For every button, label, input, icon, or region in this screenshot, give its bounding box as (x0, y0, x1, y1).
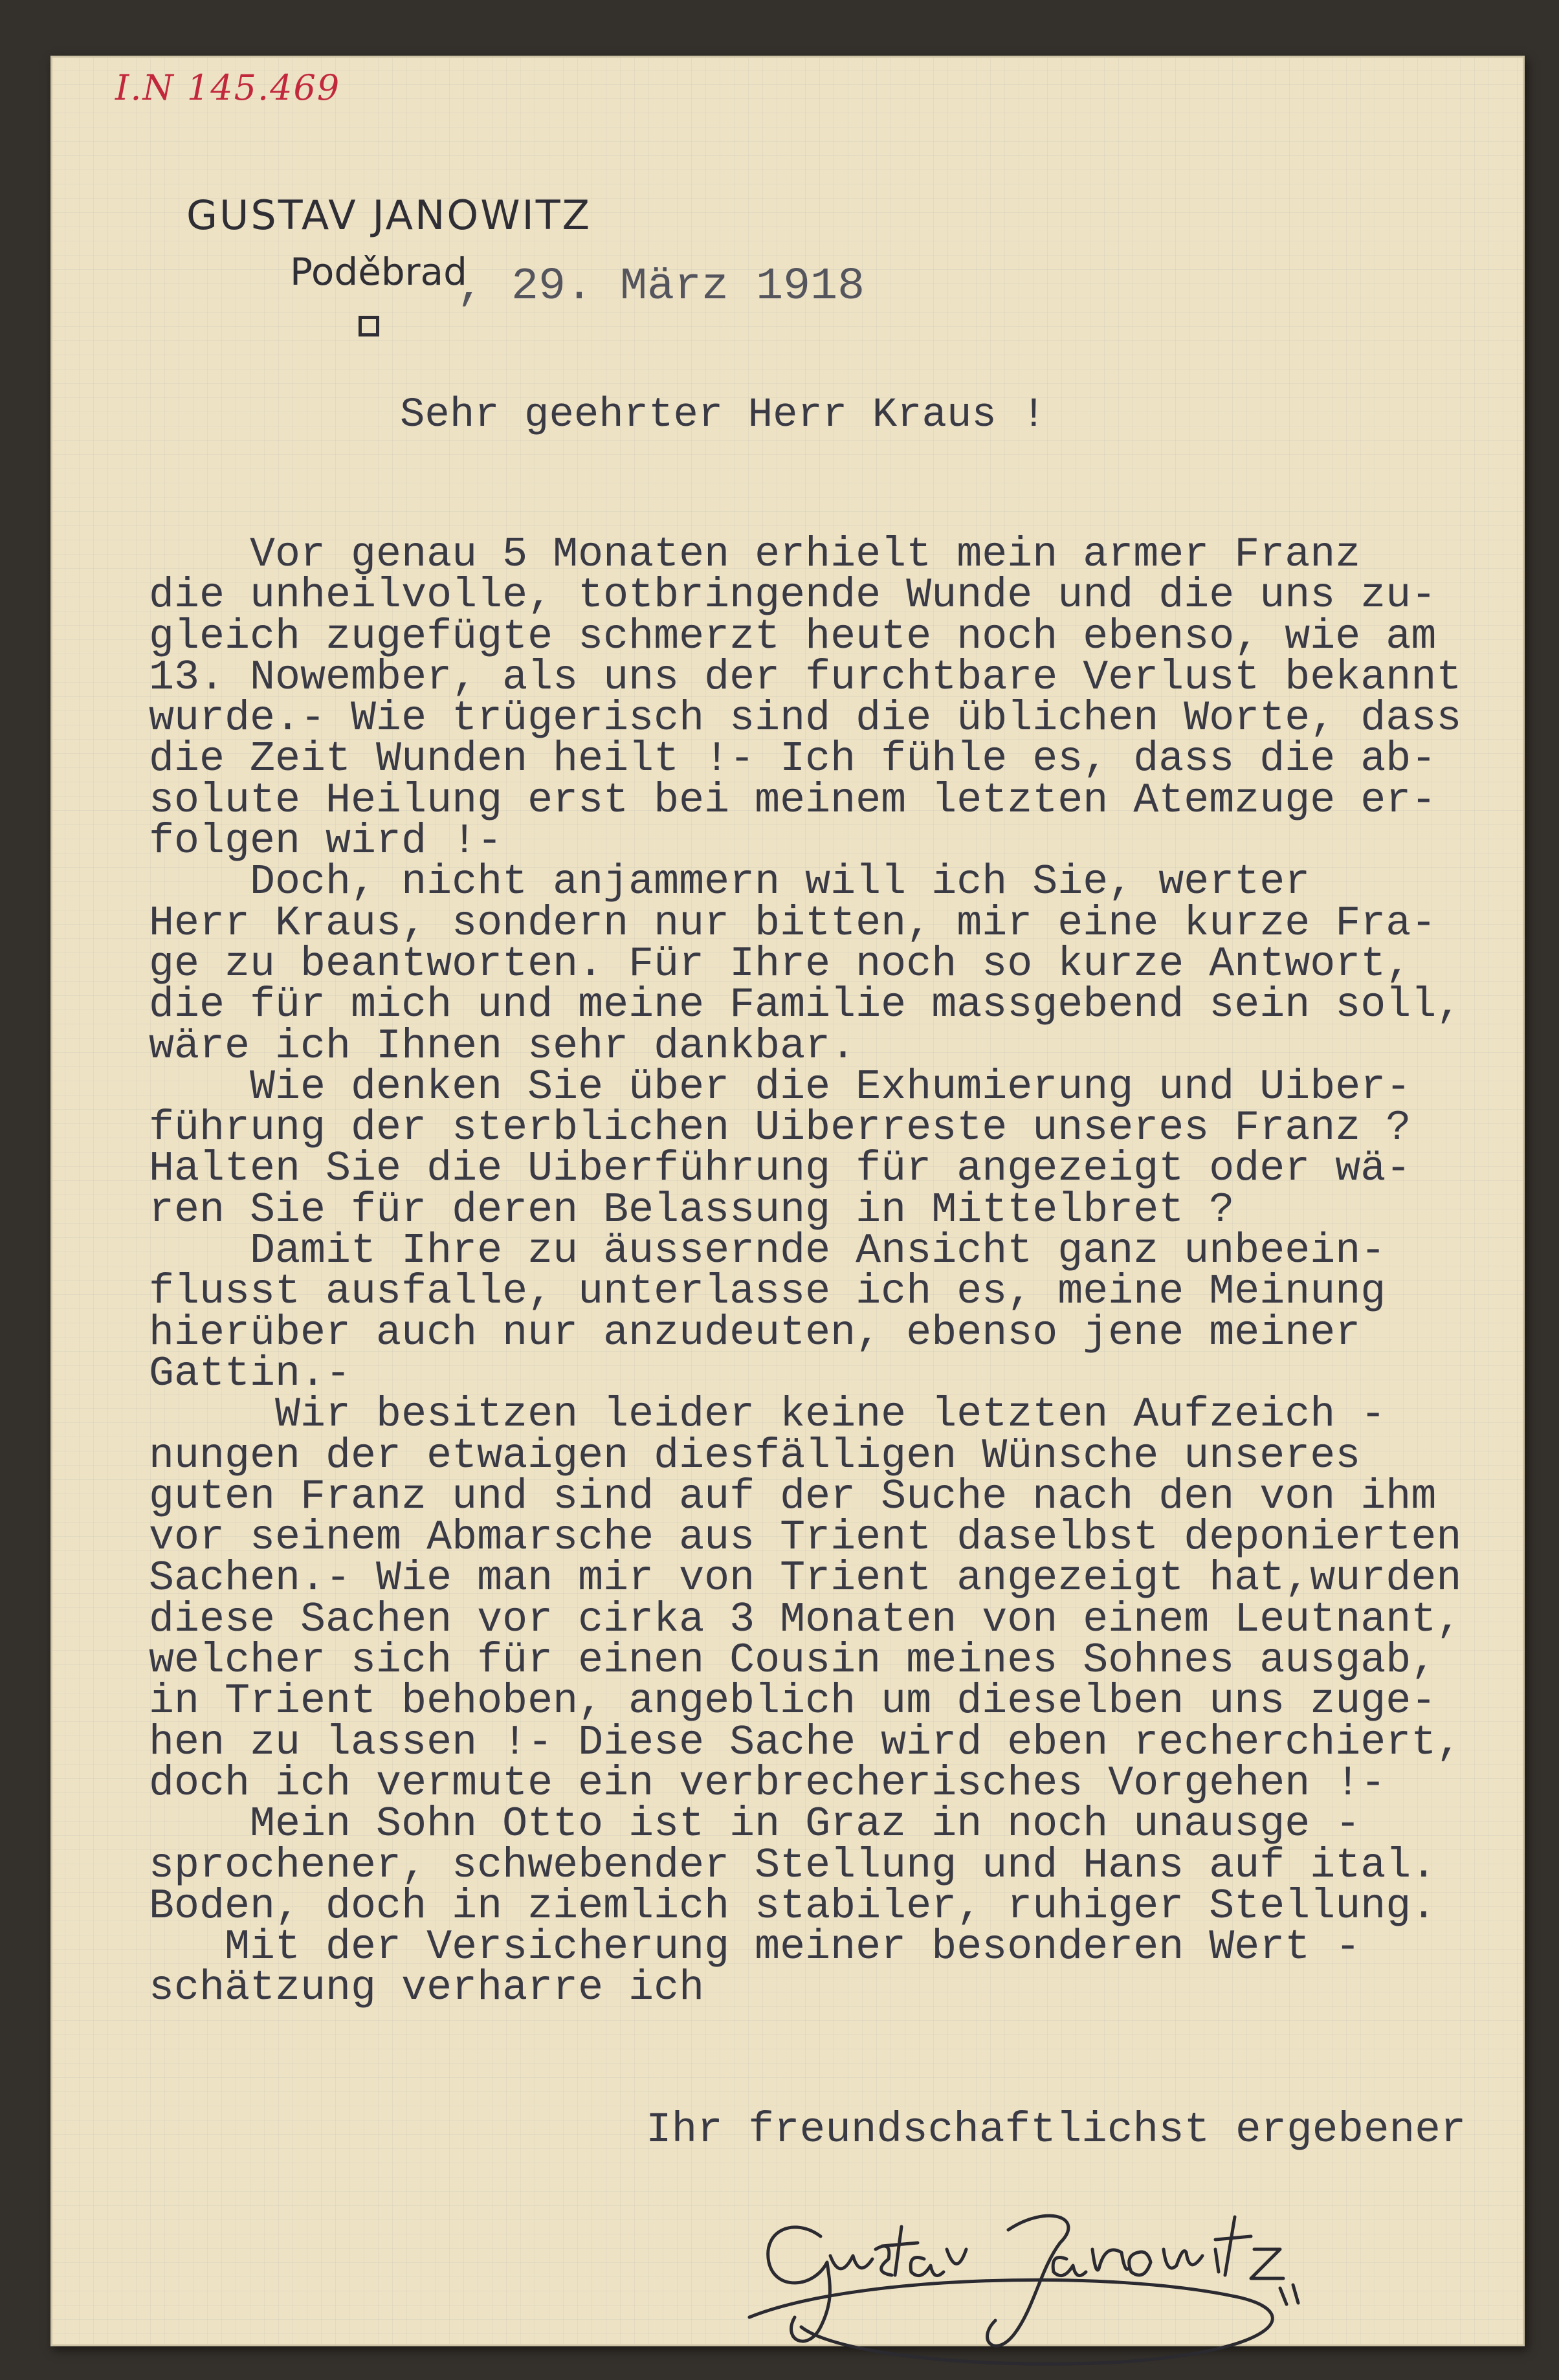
letterhead-place: Poděbrad (290, 250, 467, 294)
letter-date: , 29. März 1918 (457, 261, 865, 313)
body-line: Doch, nicht anjammern will ich Sie, werter (149, 858, 1310, 907)
body-line: welcher sich für einen Cousin meines Sohnes ausgab, (149, 1636, 1437, 1685)
body-line: Mit der Versicherung meiner besonderen Wert - (149, 1923, 1361, 1972)
closing-line: Ihr freundschaftlichst ergebener (646, 2106, 1466, 2154)
body-line: wäre ich Ihnen sehr dankbar. (149, 1022, 856, 1070)
body-line: diese Sachen vor cirka 3 Monaten von einem Leutnant, (149, 1595, 1462, 1644)
signature (724, 2178, 1435, 2375)
salutation: Sehr geehrter Herr Kraus ! (400, 392, 1046, 439)
body-line: Boden, doch in ziemlich stabiler, ruhiger Stellung. (149, 1882, 1437, 1930)
letterhead-name: GUSTAV JANOWITZ (186, 192, 592, 239)
body-line: nungen der etwaigen diesfälligen Wünsche unseres (149, 1431, 1361, 1480)
body-line: hen zu lassen !- Diese Sache wird eben recherchiert, (149, 1718, 1462, 1767)
body-line: führung der sterblichen Uiberreste unseres Franz ? (149, 1104, 1411, 1152)
body-line: Vor genau 5 Monaten erhielt mein armer Franz (149, 531, 1361, 578)
body-line: solute Heilung erst bei meinem letzten Atemzuge er- (149, 776, 1437, 824)
signature-drawing (724, 2178, 1435, 2372)
body-line: vor seinem Abmarsche aus Trient daselbst deponierten (149, 1514, 1462, 1562)
body-line: Mein Sohn Otto ist in Graz in noch unausge - (149, 1800, 1361, 1849)
body-line: Wir besitzen leider keine letzten Aufzeich - (149, 1391, 1386, 1439)
body-line: Gattin.- (149, 1349, 351, 1398)
letter-body (149, 531, 1462, 2012)
body-line: die für mich und meine Familie massgebend sein soll, (149, 981, 1462, 1030)
body-line: ren Sie für deren Belassung in Mittelbret ? (149, 1185, 1235, 1234)
body-line: doch ich vermute ein verbrecherisches Vorgehen !- (149, 1759, 1386, 1807)
body-line: in Trient behoben, angeblich um dieselben uns zuge- (149, 1677, 1437, 1726)
body-line: Halten Sie die Uiberführung für angezeigt oder wä- (149, 1145, 1411, 1193)
body-line: Damit Ihre zu äussernde Ansicht ganz unbeein- (149, 1227, 1386, 1275)
letterhead-box-mark (359, 316, 379, 336)
body-line: die Zeit Wunden heilt !- Ich fühle es, dass die ab- (149, 735, 1437, 784)
body-line: schätzung verharre ich (149, 1964, 705, 2012)
body-line: flusst ausfalle, unterlasse ich es, meine Meinung (149, 1268, 1386, 1316)
body-line: hierüber auch nur anzudeuten, ebenso jene meiner (149, 1308, 1361, 1357)
body-line: Sachen.- Wie man mir von Trient angezeigt hat,wurden (149, 1554, 1462, 1603)
body-line: guten Franz und sind auf der Suche nach den von ihm (149, 1472, 1437, 1521)
body-line: wurde.- Wie trügerisch sind die üblichen Worte, dass (149, 694, 1462, 743)
body-line: die unheilvolle, totbringende Wunde und die uns zu- (149, 571, 1437, 620)
letter-page (50, 56, 1525, 2346)
body-line: Wie denken Sie über die Exhumierung und Uiber- (149, 1063, 1411, 1111)
body-line: folgen wird !- (149, 817, 503, 866)
body-line: ge zu beantworten. Für Ihre noch so kurze Antwort, (149, 940, 1411, 988)
body-line: gleich zugefügte schmerzt heute noch ebenso, wie am (149, 612, 1437, 661)
archive-number: I.N 145.469 (115, 67, 341, 108)
body-line: 13. Nowember, als uns der furchtbare Verlust bekannt (149, 653, 1462, 701)
body-line: Herr Kraus, sondern nur bitten, mir eine kurze Fra- (149, 899, 1437, 947)
body-line: sprochener, schwebender Stellung und Hans auf ital. (149, 1841, 1437, 1890)
